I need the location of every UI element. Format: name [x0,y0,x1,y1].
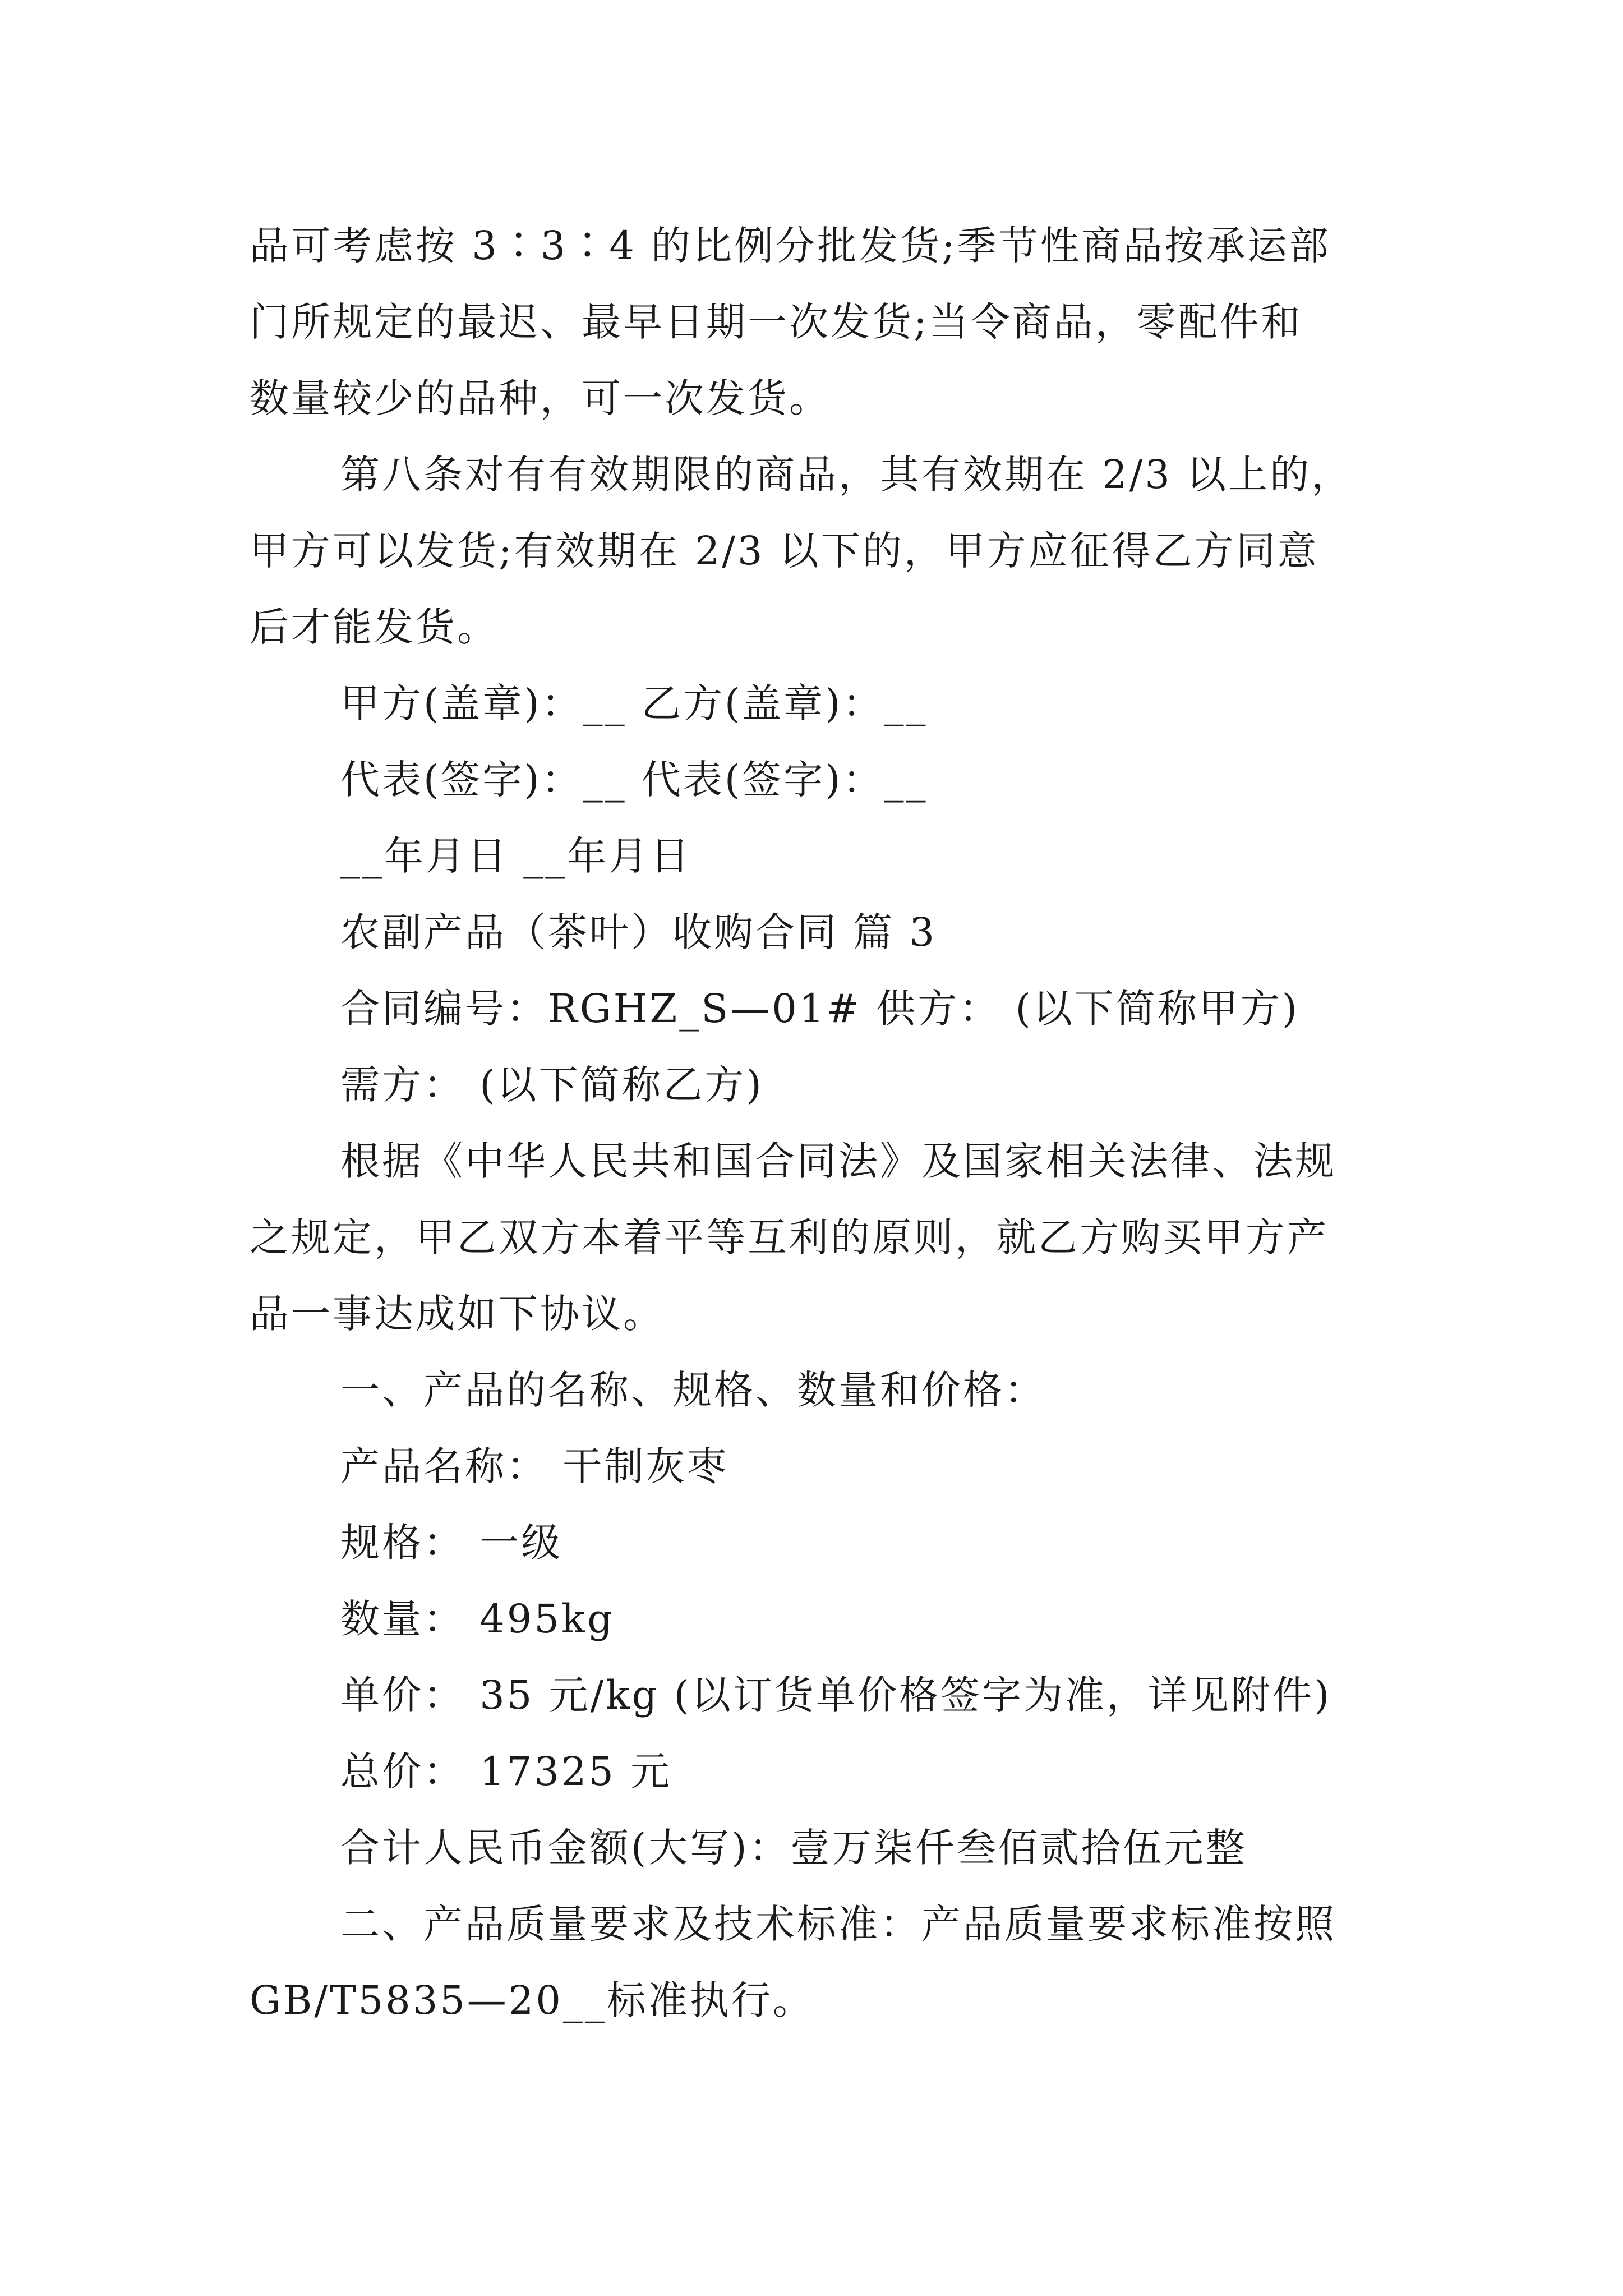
section-title: 农副产品（茶叶）收购合同 篇 3 [340,909,937,955]
clause-heading-2: 二、产品质量要求及技术标准：产品质量要求标准按照 [340,1901,1336,1947]
text-line: 门所规定的最迟、最早日期一次发货;当令商品，零配件和 [250,299,1303,345]
text-line: 数量较少的品种，可一次发货。 [250,375,831,421]
spec-line: 规格： 一级 [340,1520,563,1566]
total-price-line: 总价： 17325 元 [340,1749,672,1795]
date-line: __年月日 __年月日 [340,833,692,879]
seal-line: 甲方(盖章)：__ 乙方(盖章)：__ [340,680,928,726]
product-name-line: 产品名称： 干制灰枣 [340,1443,729,1489]
text-line: 甲方可以发货;有效期在 2/3 以下的，甲方应征得乙方同意 [250,528,1319,574]
unit-price-line: 单价： 35 元/kg (以订货单价格签字为准，详见附件) [340,1672,1332,1718]
amount-in-words-line: 合计人民币金额(大写)：壹万柒仟叁佰贰拾伍元整 [340,1825,1247,1871]
buyer-line: 需方： (以下简称乙方) [340,1062,764,1108]
text-line: GB/T5835—20__标准执行。 [250,1977,814,2023]
paragraph-legal-basis: 根据《中华人民共和国合同法》及国家相关法律、法规 [340,1138,1336,1184]
quantity-line: 数量： 495kg [340,1596,615,1642]
paragraph-article-8: 第八条对有有效期限的商品，其有效期在 2/3 以上的， [340,452,1353,498]
signature-line: 代表(签字)：__ 代表(签字)：__ [340,757,928,803]
text-line: 之规定，甲乙双方本着平等互利的原则，就乙方购买甲方产 [250,1214,1329,1260]
text-line: 品一事达成如下协议。 [250,1291,665,1337]
contract-number-line: 合同编号：RGHZ_S—01# 供方： (以下简称甲方) [340,986,1300,1032]
text-line: 品可考虑按 3∶3∶4 的比例分批发货;季节性商品按承运部 [250,223,1331,269]
clause-heading-1: 一、产品的名称、规格、数量和价格： [340,1367,1046,1413]
text-line: 后才能发货。 [250,604,499,650]
